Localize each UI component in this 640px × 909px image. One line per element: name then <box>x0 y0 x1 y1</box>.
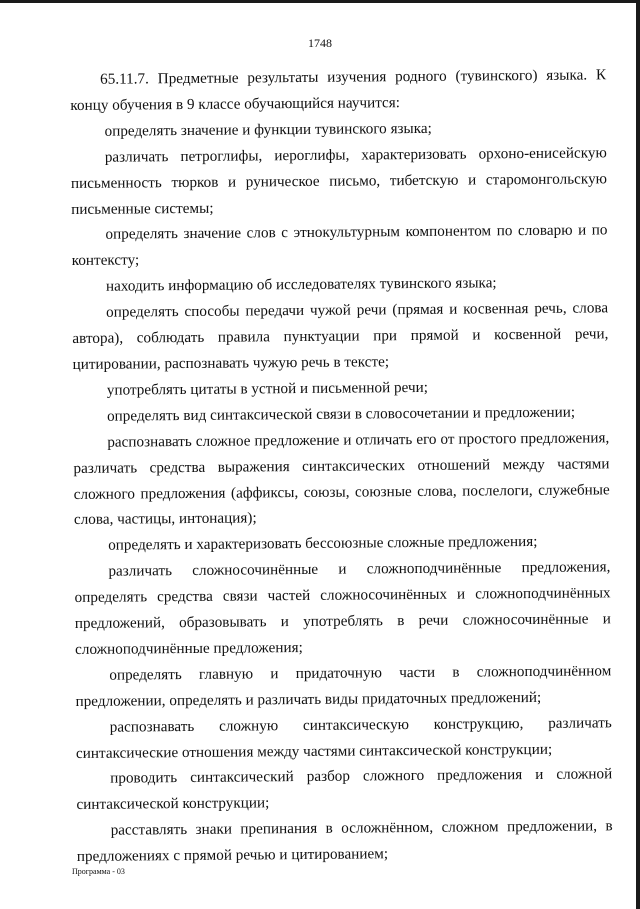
list-item: распознавать сложное предложение и отличать его от простого предложения, различать средства выражения синтаксических отношений между частями сложного предложения (аффиксы, союзы, союзные слова, послелоги, служебные слова, частицы, интонация); <box>73 428 610 529</box>
scan-edge-right <box>636 0 640 909</box>
list-item: расставлять знаки препинания в осложнённом, сложном предложении, в предложениях с прямой речью и цитированием; <box>76 817 613 866</box>
list-item: определять значение и функции тувинского языка; <box>104 119 432 140</box>
list-item: определять главную и придаточную части в сложноподчинённом предложении, определять и различать виды придаточных предложений; <box>75 662 612 710</box>
section-heading: 65.11.7. Предметные результаты изучения родного (тувинского) языка. К концу обучения в 9 классе обучающийся научится: <box>70 66 607 114</box>
list-item: определять значение слов с этнокультурным компонентом по словарю и по контексту; <box>71 221 608 270</box>
list-item: проводить синтаксический разбор сложного предложения и сложной синтаксической конструкции; <box>76 765 613 814</box>
list-item: определять способы передачи чужой речи (прямая и косвенная речь, слова автора), соблюдать правила пунктуации при прямой и косвенной речи, цитировании, распознавать чужую речь в тексте; <box>72 299 609 373</box>
list-item: находить информацию об исследователях тувинского языка; <box>105 274 497 295</box>
page-number: 1748 <box>308 36 332 50</box>
document-body <box>70 62 613 870</box>
list-item: употреблять цитаты в устной и письменной речи; <box>106 378 429 399</box>
list-item: определять вид синтаксической связи в словосочетании и предложении; <box>106 403 576 425</box>
list-item: распознавать сложную синтаксическую конструкцию, различать синтаксические отношения между частями синтаксической конструкции; <box>75 713 612 762</box>
list-item: различать сложносочинённые и сложноподчинённые предложения, определять средства связи частей сложносочинённых и сложноподчинённых предложений, образовывать и употреблять в речи сложносочинённые и сложноподчинённые предложения; <box>74 558 611 658</box>
list-item: различать петроглифы, иероглифы, характеризовать орхоно-енисейскую письменность тюрков и руническое письмо, тибетскую и старомонгольскую письменные системы; <box>70 144 608 218</box>
list-item: определять и характеризовать бессоюзные сложные предложения; <box>108 533 538 554</box>
scan-edge-top <box>0 0 640 3</box>
footer-label: Программа - 03 <box>72 867 125 876</box>
